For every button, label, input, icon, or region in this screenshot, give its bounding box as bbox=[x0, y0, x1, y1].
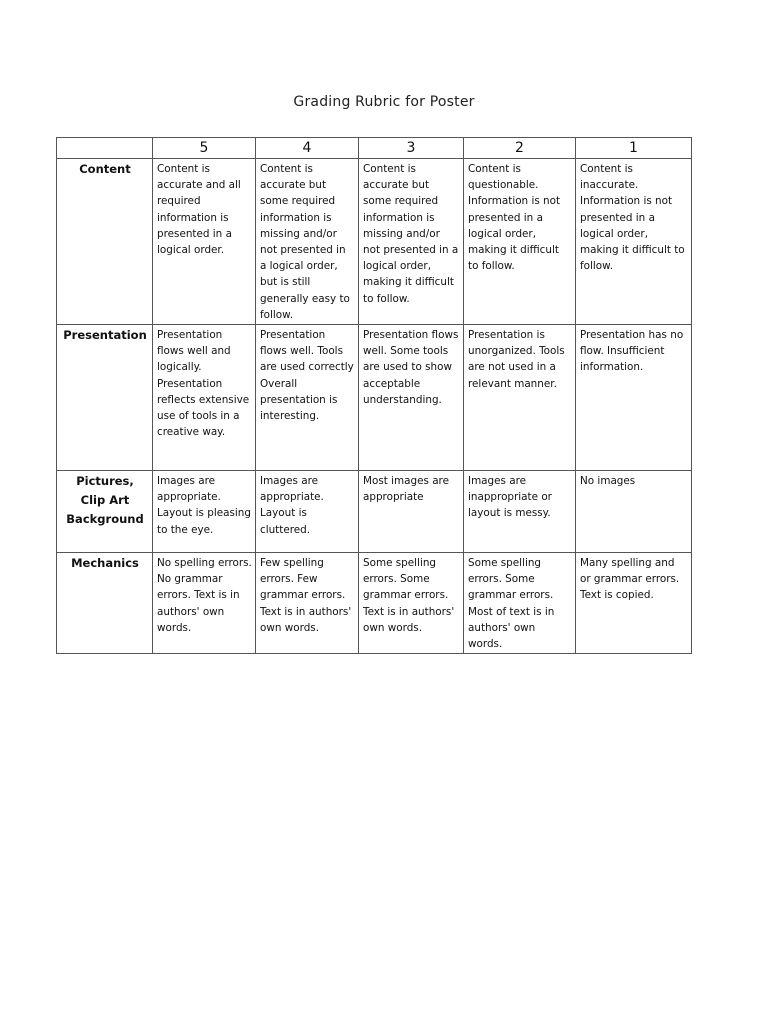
criterion-label: Background bbox=[66, 512, 144, 527]
rubric-cell: Presentation flows well. Tools are used correctly Overall presentation is interesting. bbox=[256, 325, 359, 471]
rubric-cell: Most images are appropriate bbox=[359, 471, 464, 553]
rubric-cell: Content is accurate but some required information is missing and/or not presented in a logical order, but is still generally easy to follow. bbox=[256, 159, 359, 325]
rubric-cell: Content is inaccurate. Information is not presented in a logical order, making it difficult to follow. bbox=[576, 159, 692, 325]
score-header-3: 3 bbox=[359, 138, 464, 159]
table-row bbox=[57, 553, 692, 654]
score-header-4: 4 bbox=[256, 138, 359, 159]
rubric-cell: Content is accurate and all required information is presented in a logical order. bbox=[153, 159, 256, 325]
criterion-label: Presentation bbox=[63, 328, 147, 343]
rubric-cell: Some spelling errors. Some grammar errors. Text is in authors' own words. bbox=[359, 553, 464, 654]
rubric-cell: No spelling errors. No grammar errors. Text is in authors' own words. bbox=[153, 553, 256, 654]
score-header-1: 1 bbox=[576, 138, 692, 159]
rubric-cell: Content is questionable. Information is not presented in a logical order, making it difficult to follow. bbox=[464, 159, 576, 325]
rubric-cell: Some spelling errors. Some grammar errors. Most of text is in authors' own words. bbox=[464, 553, 576, 654]
rubric-cell: Content is accurate but some required information is missing and/or not presented in a logical order, making it difficult to follow. bbox=[359, 159, 464, 325]
table-row bbox=[57, 325, 692, 471]
table-row bbox=[57, 471, 692, 553]
criterion-content bbox=[57, 159, 153, 325]
rubric-cell: Images are inappropriate or layout is messy. bbox=[464, 471, 576, 553]
page-title: Grading Rubric for Poster bbox=[293, 94, 475, 110]
rubric-cell: Images are appropriate. Layout is pleasing to the eye. bbox=[153, 471, 256, 553]
criterion-pictures bbox=[57, 471, 153, 553]
rubric-table bbox=[56, 137, 692, 654]
header-row bbox=[57, 138, 692, 159]
header-cell-blank bbox=[57, 138, 153, 159]
score-header-5: 5 bbox=[153, 138, 256, 159]
criterion-label: Pictures, bbox=[76, 474, 134, 489]
score-header-2: 2 bbox=[464, 138, 576, 159]
rubric-cell: Presentation is unorganized. Tools are not used in a relevant manner. bbox=[464, 325, 576, 471]
rubric-cell: Few spelling errors. Few grammar errors. Text is in authors' own words. bbox=[256, 553, 359, 654]
criterion-label: Clip Art bbox=[80, 493, 130, 508]
criterion-presentation bbox=[57, 325, 153, 471]
rubric-cell: Presentation has no flow. Insufficient information. bbox=[576, 325, 692, 471]
criterion-mechanics bbox=[57, 553, 153, 654]
table-row bbox=[57, 159, 692, 325]
rubric-cell: Many spelling and or grammar errors. Text is copied. bbox=[576, 553, 692, 654]
rubric-cell: Presentation flows well and logically. Presentation reflects extensive use of tools in a creative way. bbox=[153, 325, 256, 471]
criterion-label: Mechanics bbox=[71, 556, 139, 571]
rubric-cell: Presentation flows well. Some tools are used to show acceptable understanding. bbox=[359, 325, 464, 471]
criterion-label: Content bbox=[79, 162, 131, 176]
rubric-cell: Images are appropriate. Layout is cluttered. bbox=[256, 471, 359, 553]
rubric-cell: No images bbox=[576, 471, 692, 553]
